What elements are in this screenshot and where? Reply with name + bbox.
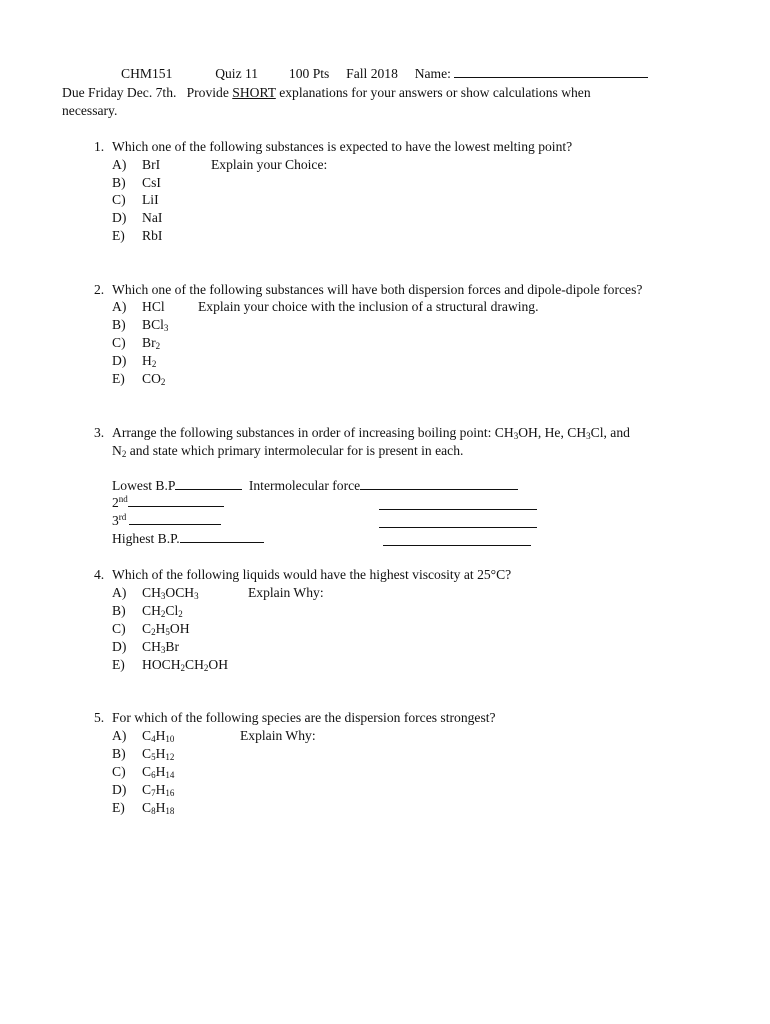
q4-explain-prompt: Explain Why: bbox=[248, 585, 324, 600]
quiz-number: Quiz 11 bbox=[215, 66, 259, 81]
q4-option-d: D) $CH_3Br$ bbox=[112, 639, 179, 655]
lowest-bp-label: Lowest B.P bbox=[112, 478, 176, 493]
question-text: For which of the following species are the dispersion forces strongest? bbox=[112, 710, 496, 725]
highest-bp-blank[interactable] bbox=[180, 530, 264, 543]
q2-option-d: D) $H_2$ bbox=[112, 353, 157, 369]
question-text: Which one of the following substances will have both dispersion forces and dipole-dipole forces? bbox=[112, 282, 643, 297]
q1-option-a: A) BrI bbox=[112, 157, 161, 172]
q2-explain-prompt: Explain your choice with the inclusion of a structural drawing. bbox=[198, 299, 539, 314]
third-force-blank[interactable] bbox=[379, 515, 537, 528]
q5-option-d: D) $C_7H_{16}$ bbox=[112, 782, 175, 798]
header-line bbox=[121, 65, 648, 83]
name-blank[interactable] bbox=[454, 65, 648, 78]
lowest-bp-blank[interactable] bbox=[175, 477, 242, 490]
question-1 bbox=[94, 138, 572, 156]
question-number: 2. bbox=[94, 282, 105, 297]
question-2 bbox=[94, 281, 642, 299]
q1-option-c: C) LiI bbox=[112, 192, 159, 207]
second-force-blank[interactable] bbox=[379, 497, 537, 510]
lowest-force-blank[interactable] bbox=[360, 477, 518, 490]
intermolecular-force-label: Intermolecular force bbox=[248, 478, 361, 493]
question-number: 3. bbox=[94, 425, 105, 440]
highest-bp-row bbox=[112, 530, 264, 548]
q5-explain-prompt: Explain Why: bbox=[240, 728, 316, 743]
q4-option-a: A) $CH_3OCH_3$ bbox=[112, 585, 199, 601]
q4-option-b: B) $CH_2Cl_2$ bbox=[112, 603, 183, 619]
question-number: 5. bbox=[94, 710, 105, 725]
lowest-bp-row bbox=[112, 477, 518, 495]
instructions-text: Due Friday Dec. 7th. Provide bbox=[62, 85, 233, 100]
question-4 bbox=[94, 566, 511, 584]
question-text: Which one of the following substances is expected to have the lowest melting point? bbox=[112, 139, 573, 154]
instructions-emphasis: SHORT bbox=[232, 85, 276, 100]
question-number: 4. bbox=[94, 567, 105, 582]
instructions-text-continued: explanations for your answers or show calculations when bbox=[275, 85, 591, 100]
name-label: Name: bbox=[414, 66, 451, 81]
q5-option-b: B) $C_5H_{12}$ bbox=[112, 746, 175, 762]
third-bp-row: 3rd bbox=[112, 512, 221, 530]
question-5 bbox=[94, 709, 496, 727]
second-bp-blank[interactable] bbox=[128, 494, 224, 507]
instructions-line-2: necessary. bbox=[62, 103, 118, 118]
third-bp-blank[interactable] bbox=[129, 512, 221, 525]
instructions-line bbox=[62, 84, 591, 102]
question-3: 3. Arrange the following substances in order of increasing boiling point: $CH_3OH$, He, $CH_3Cl$, and bbox=[94, 425, 630, 441]
quiz-points: 100 Pts bbox=[288, 66, 330, 81]
q2-option-b: B) BCl$_3$ bbox=[112, 317, 169, 333]
second-bp-row: 2nd bbox=[112, 494, 224, 512]
q4-option-e: E) $HOCH_2CH_2OH$ bbox=[112, 657, 229, 673]
question-text: Which of the following liquids would have the highest viscosity at 25°C? bbox=[112, 567, 512, 582]
highest-bp-label: Highest B.P. bbox=[112, 531, 180, 546]
q2-option-a: A) HCl bbox=[112, 299, 165, 314]
q2-option-e: E) $CO_2$ bbox=[112, 371, 166, 387]
question-3-line-2: $N_2$ and state which primary intermolecular for is present in each. bbox=[112, 443, 464, 459]
quiz-term: Fall 2018 bbox=[346, 66, 398, 81]
course-code: CHM151 bbox=[121, 66, 173, 81]
highest-force-blank[interactable] bbox=[383, 533, 531, 546]
question-number: 1. bbox=[94, 139, 105, 154]
q1-explain-prompt: Explain your Choice: bbox=[211, 157, 328, 172]
q2-option-c: C) $Br_2$ bbox=[112, 335, 161, 351]
q1-option-b: B) CsI bbox=[112, 175, 161, 190]
q5-option-a: A) $C_4H_{10}$ bbox=[112, 728, 175, 744]
q1-option-e: E) RbI bbox=[112, 228, 163, 243]
q5-option-c: C) $C_6H_{14}$ bbox=[112, 764, 175, 780]
q4-option-c: C) $C_2H_5OH$ bbox=[112, 621, 190, 637]
q1-option-d: D) NaI bbox=[112, 210, 163, 225]
q5-option-e: E) $C_8H_{18}$ bbox=[112, 800, 175, 816]
